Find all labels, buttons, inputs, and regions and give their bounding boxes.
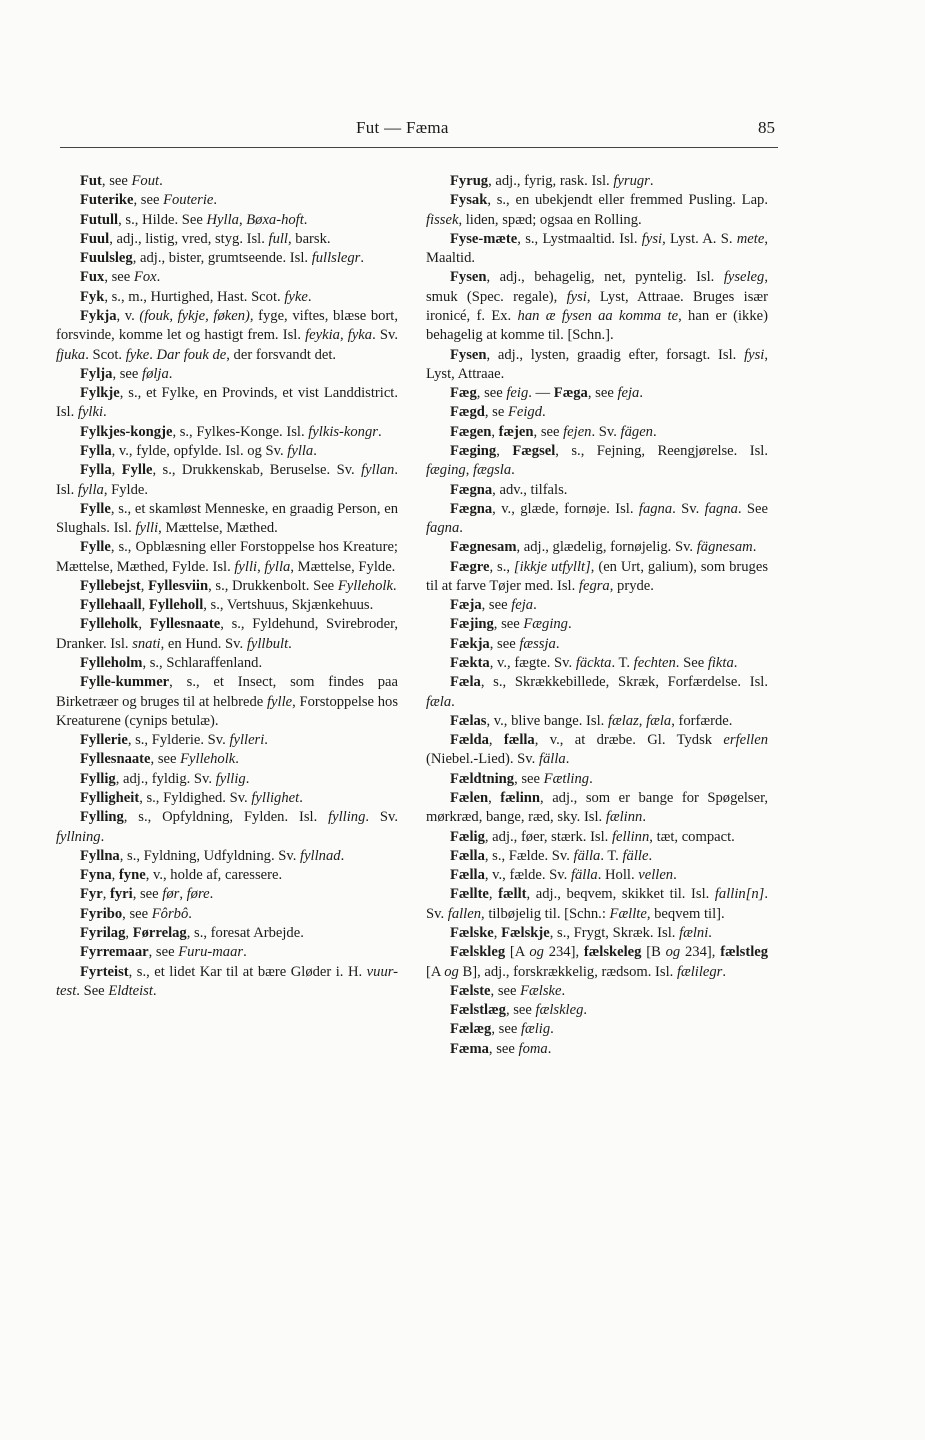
dictionary-entry: Fylleholm, s., Schlaraffenland. bbox=[80, 655, 263, 672]
dictionary-entry: Fægna, adv., tilfals. bbox=[450, 481, 568, 498]
dictionary-entry: Fylleholk, Fyllesnaate, s., Fyldehund, Svirebroder, Dranker. Isl. snati, en Hund. Sv. fyllbult. bbox=[56, 616, 398, 652]
dictionary-entry: Fylle, s., et skamløst Menneske, en graadig Person, en Slughals. Isl. fylli, Mættelse, Mæthed. bbox=[56, 500, 398, 537]
dictionary-entry: Fyllehaall, Fylleholl, s., Vertshuus, Skjænkehuus. bbox=[80, 597, 374, 614]
dictionary-entry: Futull, s., Hilde. See Hylla, Bøxa-hoft. bbox=[80, 211, 308, 228]
dictionary-entry: Fyllerie, s., Fylderie. Sv. fylleri. bbox=[80, 732, 268, 749]
dictionary-column-right bbox=[426, 172, 768, 1059]
dictionary-entry: Fælla, s., Fælde. Sv. fälla. T. fälle. bbox=[450, 847, 653, 864]
page-number: 85 bbox=[758, 118, 775, 137]
dictionary-entry: Fyse-mæte, s., Lystmaaltid. Isl. fysi, Lyst. A. S. mete, Maaltid. bbox=[426, 230, 768, 267]
dictionary-entry: Fyribo, see Fôrbô. bbox=[80, 905, 192, 922]
dictionary-entry: Fældtning, see Fætling. bbox=[450, 770, 593, 787]
dictionary-entry: Fylja, see følja. bbox=[80, 365, 173, 382]
dictionary-entry: Fylla, Fylle, s., Drukkenskab, Beruselse. Sv. fyllan. Isl. fylla, Fylde. bbox=[56, 462, 399, 498]
dictionary-entry: Fæg, see feig. — Fæga, see feja. bbox=[450, 385, 643, 402]
dictionary-column-left bbox=[56, 172, 398, 1001]
dictionary-entry: Fælstlæg, see fælskleg. bbox=[450, 1002, 588, 1019]
dictionary-entry: Fælæg, see fælig. bbox=[450, 1021, 554, 1038]
dictionary-entry: Fylligheit, s., Fyldighed. Sv. fyllighet. bbox=[80, 790, 303, 806]
dictionary-entry: Fægre, s., [ikkje utfyllt], (en Urt, galium), som bruges til at farve Tøjer med. Isl. fegra, pryde. bbox=[426, 558, 769, 594]
dictionary-entry: Fylla, v., fylde, opfylde. Isl. og Sv. fylla. bbox=[80, 442, 317, 459]
dictionary-entry: Fælla, v., fælde. Sv. fälla. Holl. vellen. bbox=[450, 867, 677, 884]
dictionary-entry: Fælas, v., blive bange. Isl. fælaz, fæla, forfærde. bbox=[450, 712, 733, 729]
dictionary-entry: Fægnesam, adj., glædelig, fornøjelig. Sv. fägnesam. bbox=[450, 539, 757, 556]
dictionary-entry: Fæma, see foma. bbox=[450, 1040, 552, 1057]
dictionary-entry: Fyllna, s., Fyldning, Udfyldning. Sv. fyllnad. bbox=[80, 847, 345, 864]
dictionary-entry: Fyr, fyri, see før, føre. bbox=[80, 886, 214, 903]
dictionary-entry: Fælske, Fælskje, s., Frygt, Skræk. Isl. fælni. bbox=[450, 924, 712, 941]
dictionary-entry: Fylling, s., Opfyldning, Fylden. Isl. fylling. Sv. fyllning. bbox=[56, 809, 398, 845]
dictionary-entry: Fægen, fæjen, see fejen. Sv. fägen. bbox=[450, 423, 657, 440]
dictionary-entry: Fyna, fyne, v., holde af, caressere. bbox=[80, 867, 283, 884]
dictionary-entry: Fyllesnaate, see Fylleholk. bbox=[80, 751, 239, 768]
dictionary-entry: Fæla, s., Skrækkebillede, Skræk, Forfærdelse. Isl. fæla. bbox=[426, 674, 768, 710]
dictionary-entry: Fux, see Fox. bbox=[80, 269, 161, 286]
dictionary-entry: Fællte, fællt, adj., beqvem, skikket til. Isl. fallin[n]. Sv. fallen, tilbøjelig til. [Schn.: Fællte, beqvem til]. bbox=[426, 886, 768, 922]
dictionary-entry: Fyrilag, Førrelag, s., foresat Arbejde. bbox=[80, 924, 304, 941]
dictionary-entry: Fylkje, s., et Fylke, en Provinds, et vist Landdistrict. Isl. fylki. bbox=[56, 385, 398, 421]
dictionary-entry: Fælste, see Fælske. bbox=[450, 982, 566, 999]
dictionary-entry: Fysak, s., en ubekjendt eller fremmed Pusling. Lap. fissek, liden, spæd; ogsaa en Rolling. bbox=[426, 192, 768, 228]
dictionary-entry: Fægd, se Feigd. bbox=[450, 404, 546, 421]
dictionary-entry: Fyrremaar, see Furu-maar. bbox=[80, 944, 247, 961]
dictionary-entry: Fuul, adj., listig, vred, styg. Isl. full, barsk. bbox=[80, 230, 331, 247]
dictionary-entry: Fyk, s., m., Hurtighed, Hast. Scot. fyke. bbox=[80, 288, 312, 305]
dictionary-entry: Fækta, v., fægte. Sv. fäckta. T. fechten. See fikta. bbox=[450, 655, 738, 672]
dictionary-entry: Fykja, v. (fouk, fykje, føken), fyge, viftes, blæse bort, forsvinde, komme let og hastigt frem. Isl. feykia, fyka. Sv. fjuka. Scot. fyke. Dar fouk de, der forsvandt det. bbox=[56, 307, 399, 363]
dictionary-entry: Fylkjes-kongje, s., Fylkes-Konge. Isl. fylkis-kongr. bbox=[80, 423, 382, 440]
dictionary-entry: Fut, see Fout. bbox=[80, 173, 163, 189]
dictionary-entry: Fæging, Fægsel, s., Fejning, Reengjørelse. Isl. fæging, fægsla. bbox=[426, 442, 768, 479]
dictionary-entry: Fysen, adj., lysten, graadig efter, forsagt. Isl. fysi, Lyst, Attraae. bbox=[426, 346, 768, 382]
dictionary-entry: Fylle-kummer, s., et Insect, som findes paa Birketræer og bruges til at helbrede fylle, Forstoppelse hos Kreaturene (cynips betulæ). bbox=[56, 674, 398, 729]
dictionary-entry: Fæja, see feja. bbox=[450, 597, 537, 614]
dictionary-entry: Fælen, fælinn, adj., som er bange for Spøgelser, mørkræd, bange, ræd, sky. Isl. fælinn. bbox=[426, 790, 769, 826]
running-head: Fut — Fæma bbox=[356, 118, 449, 137]
dictionary-entry: Fylle, s., Opblæsning eller Forstoppelse hos Kreature; Mættelse, Mæthed, Fylde. Isl. fylli, fylla, Mættelse, Fylde. bbox=[56, 539, 398, 575]
dictionary-entry: Fægna, v., glæde, fornøje. Isl. fagna. Sv. fagna. See fagna. bbox=[426, 500, 769, 537]
dictionary-entry: Futerike, see Fouterie. bbox=[80, 192, 218, 209]
dictionary-entry: Fælda, fælla, v., at dræbe. Gl. Tydsk erfellen (Niebel.-Lied). Sv. fälla. bbox=[426, 732, 768, 768]
dictionary-entry: Fælig, adj., føer, stærk. Isl. fellinn, tæt, compact. bbox=[450, 828, 735, 845]
dictionary-entry: Fyrteist, s., et lidet Kar til at bære Gløder i. H. vuur-test. See Eldteist. bbox=[56, 963, 398, 999]
dictionary-entry: Fuulsleg, adj., bister, grumtseende. Isl. fullslegr. bbox=[80, 250, 364, 267]
dictionary-entry: Fyrug, adj., fyrig, rask. Isl. fyrugr. bbox=[450, 173, 654, 189]
header-rule bbox=[60, 147, 778, 148]
dictionary-entry: Fysen, adj., behagelig, net, pyntelig. Isl. fyseleg, smuk (Spec. regale), fysi, Lyst, Attraae. Bruges især ironicé, f. Ex. han æ fysen aa komma te, han er (ikke) behagelig at komme til. [Schn.]. bbox=[426, 269, 768, 344]
dictionary-entry: Fyllig, adj., fyldig. Sv. fyllig. bbox=[80, 770, 250, 787]
dictionary-entry: Fækja, see fæssja. bbox=[450, 635, 560, 652]
dictionary-entry: Fyllebejst, Fyllesviin, s., Drukkenbolt. See Fylleholk. bbox=[80, 577, 397, 594]
dictionary-entry: Fælskleg [A og 234], fælskeleg [B og 234], fælstleg [A og B], adj., forskrækkelig, rædsom. Isl. fælilegr. bbox=[426, 944, 769, 980]
dictionary-entry: Fæjing, see Fæging. bbox=[450, 616, 572, 633]
